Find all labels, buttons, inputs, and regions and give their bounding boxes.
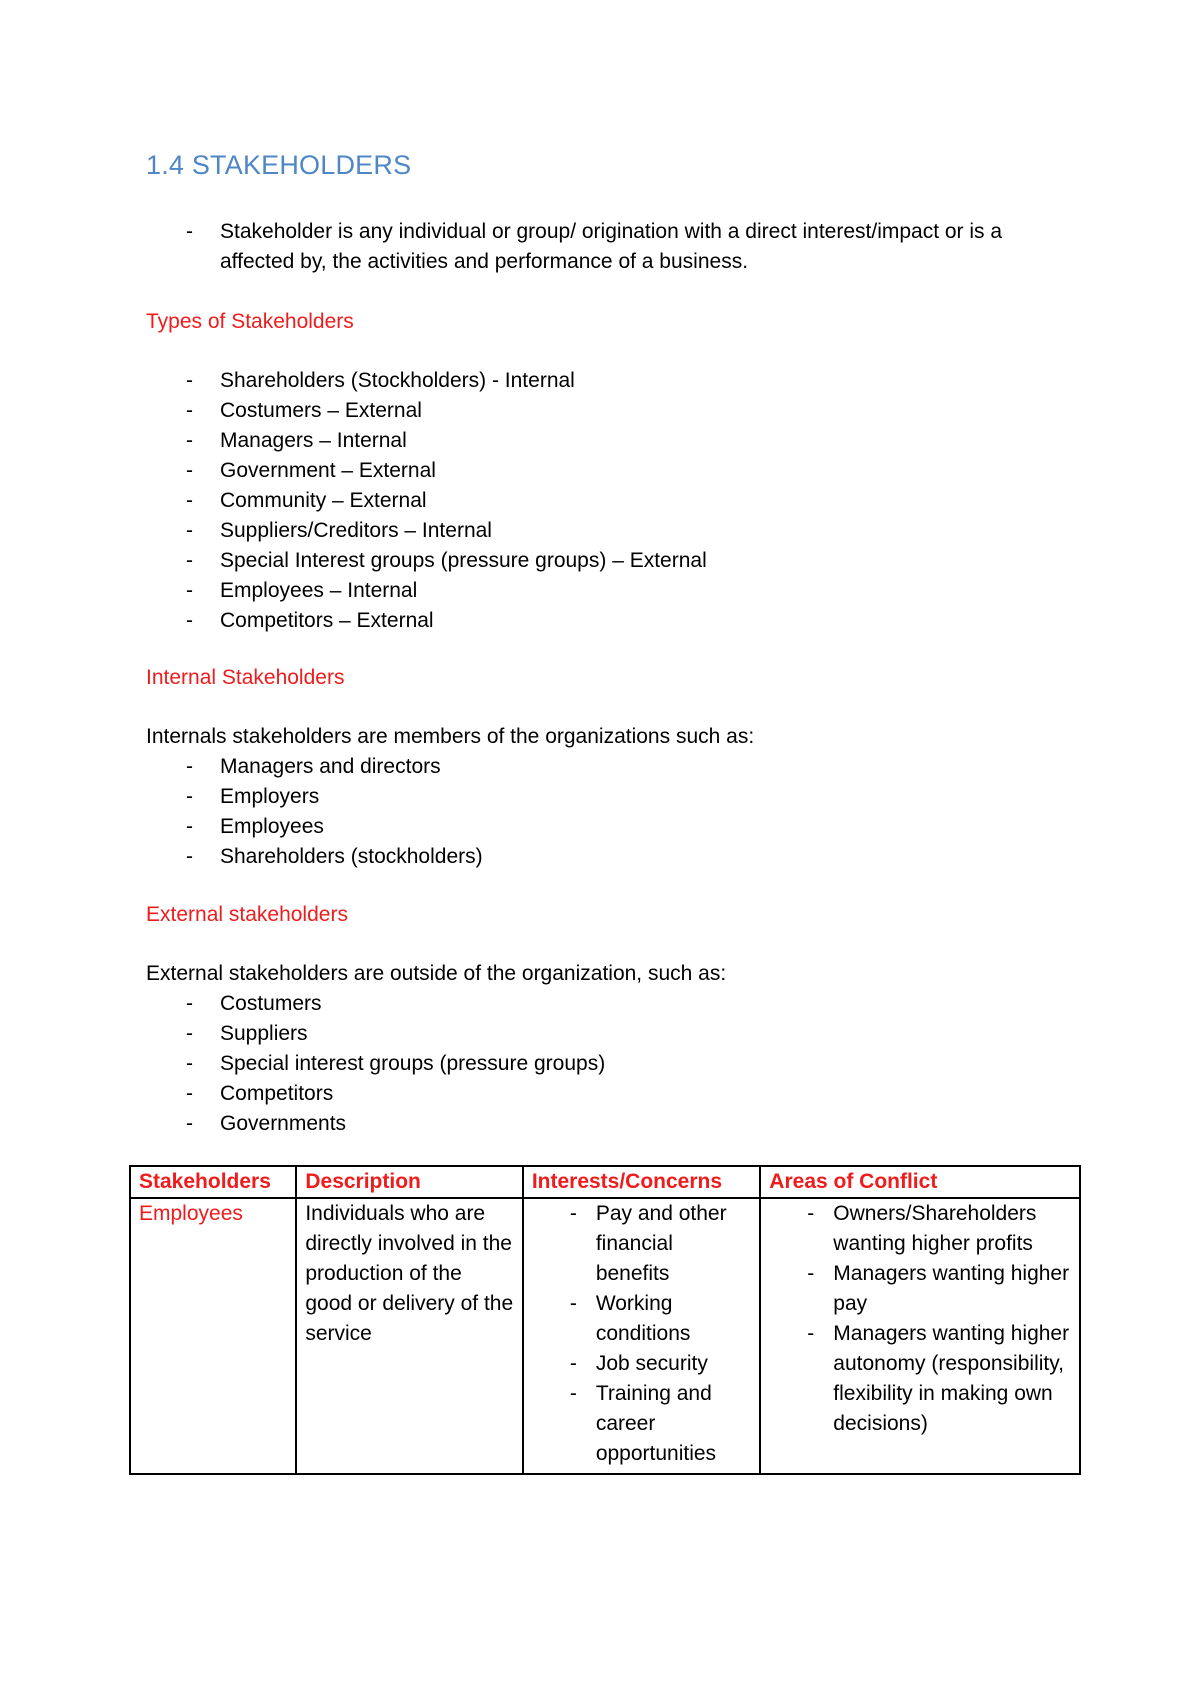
- list-item: - Owners/Shareholders wanting higher profits: [769, 1199, 1071, 1259]
- cell-conflicts: [760, 1198, 1080, 1474]
- cell-stakeholder: Employees: [130, 1198, 296, 1474]
- cell-interests: [523, 1198, 760, 1474]
- list-item: - Employees: [146, 812, 1066, 842]
- internal-section: [146, 663, 1066, 872]
- list-item: - Costumers – External: [146, 396, 1066, 426]
- list-item: - Competitors – External: [146, 606, 1066, 636]
- interests-list: [532, 1199, 751, 1469]
- list-item: - Community – External: [146, 486, 1066, 516]
- intro-list: [146, 217, 1066, 277]
- list-item: - Special interest groups (pressure groups): [146, 1049, 1066, 1079]
- header-description: Description: [296, 1166, 522, 1198]
- table-row: [130, 1198, 1080, 1474]
- types-heading: Types of Stakeholders: [146, 310, 354, 333]
- cell-description: Individuals who are directly involved in the production of the good or delivery of the service: [296, 1198, 522, 1474]
- header-conflicts: Areas of Conflict: [760, 1166, 1080, 1198]
- types-section: [146, 307, 1066, 636]
- list-item: - Working conditions: [532, 1289, 751, 1349]
- intro-item: - Stakeholder is any individual or group/ origination with a direct interest/impact or is a affected by, the activities and performance of a business.: [146, 217, 1066, 277]
- list-item: - Special Interest groups (pressure groups) – External: [146, 546, 1066, 576]
- list-item: - Costumers: [146, 989, 1066, 1019]
- list-item: - Managers wanting higher pay: [769, 1259, 1071, 1319]
- list-item: - Pay and other financial benefits: [532, 1199, 751, 1289]
- internal-list: [146, 752, 1066, 872]
- internal-lead: Internals stakeholders are members of the organizations such as:: [146, 725, 755, 748]
- types-list: [146, 366, 1066, 636]
- header-stakeholders: Stakeholders: [130, 1166, 296, 1198]
- list-item: - Governments: [146, 1109, 1066, 1139]
- page-title: 1.4 STAKEHOLDERS: [146, 150, 412, 180]
- list-item: - Shareholders (Stockholders) - Internal: [146, 366, 1066, 396]
- external-section: [146, 900, 1066, 1139]
- internal-heading: Internal Stakeholders: [146, 666, 345, 689]
- list-item: - Competitors: [146, 1079, 1066, 1109]
- list-item: - Training and career opportunities: [532, 1379, 751, 1469]
- stakeholder-table: [129, 1165, 1081, 1475]
- list-item: - Government – External: [146, 456, 1066, 486]
- list-item: - Shareholders (stockholders): [146, 842, 1066, 872]
- list-item: - Suppliers: [146, 1019, 1066, 1049]
- list-item: - Employees – Internal: [146, 576, 1066, 606]
- list-item: - Employers: [146, 782, 1066, 812]
- list-item: - Managers wanting higher autonomy (responsibility, flexibility in making own decisions): [769, 1319, 1071, 1439]
- list-item: - Suppliers/Creditors – Internal: [146, 516, 1066, 546]
- list-item: - Job security: [532, 1349, 751, 1379]
- table-header-row: [130, 1166, 1080, 1198]
- external-lead: External stakeholders are outside of the organization, such as:: [146, 962, 727, 985]
- external-heading: External stakeholders: [146, 903, 348, 926]
- conflicts-list: [769, 1199, 1071, 1439]
- header-interests: Interests/Concerns: [523, 1166, 760, 1198]
- external-list: [146, 989, 1066, 1139]
- list-item: - Managers and directors: [146, 752, 1066, 782]
- list-item: - Managers – Internal: [146, 426, 1066, 456]
